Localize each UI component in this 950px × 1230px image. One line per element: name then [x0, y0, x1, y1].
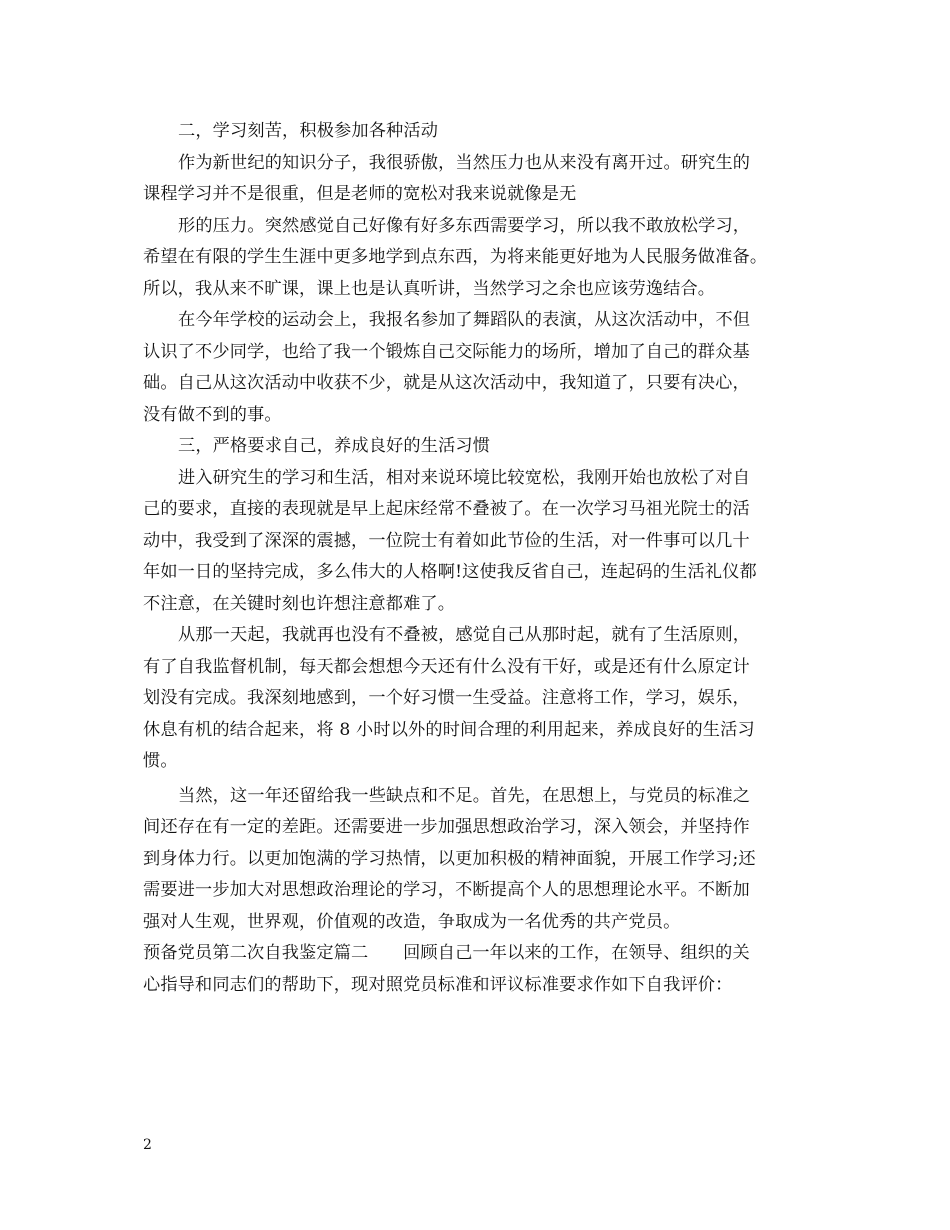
section-heading-2: 二，学习刻苦，积极参加各种活动: [178, 121, 439, 141]
paragraph-line: 从那一天起，我就再也没有不叠被，感觉自己从那时起，就有了生活原则，: [178, 625, 751, 645]
paragraph-line: 当然，这一年还留给我一些缺点和不足。首先，在思想上，与党员的标准之: [178, 785, 751, 806]
paragraph-line: 有了自我监督机制，每天都会想想今天还有什么没有干好，或是还有什么原定计: [143, 656, 750, 677]
article-title-line: 预备党员第二次自我鉴定篇二 回顾自己一年以来的工作，在领导、组织的关: [143, 943, 750, 963]
paragraph-line: 课程学习并不是很重，但是老师的宽松对我来说就像是无: [143, 184, 577, 204]
paragraph-line: 己的要求，直接的表现就是早上起床经常不叠被了。在一次学习马祖光院士的活: [143, 499, 750, 519]
paragraph-line: 希望在有限的学生生涯中更多地学到点东西，为将来能更好地为人民服务做准备。: [143, 247, 768, 267]
paragraph-line: 不注意，在关键时刻也许想注意都难了。: [143, 593, 456, 614]
paragraph-line: 所以，我从来不旷课，课上也是认真听讲，当然学习之余也应该劳逸结合。: [143, 278, 716, 299]
paragraph-line: 没有做不到的事。: [143, 404, 282, 425]
paragraph-line: 形的压力。突然感觉自己好像有好多东西需要学习，所以我不敢放松学习，: [178, 215, 751, 236]
paragraph-line: 惯。: [143, 751, 178, 771]
page-number: 2: [143, 1137, 152, 1153]
paragraph-line: 需要进一步加大对思想政治理论的学习，不断提高个人的思想理论水平。不断加: [143, 880, 750, 900]
section-heading-3: 三，严格要求自己，养成良好的生活习惯: [178, 436, 491, 456]
paragraph-line: 间还存在有一定的差距。还需要进一步加强思想政治学习，深入领会，并坚持作: [143, 817, 750, 837]
paragraph-line: 强对人生观，世界观，价值观的改造，争取成为一名优秀的共产党员。: [143, 911, 681, 932]
paragraph-line: 作为新世纪的知识分子，我很骄傲，当然压力也从来没有离开过。研究生的: [178, 152, 751, 173]
paragraph-line: 休息有机的结合起来，将 8 小时以外的时间合理的利用起来，养成良好的生活习: [143, 719, 755, 740]
paragraph-line: 动中，我受到了深深的震撼，一位院士有着如此节俭的生活，对一件事可以几十: [143, 530, 750, 551]
paragraph-line: 划没有完成。我深刻地感到，一个好习惯一生受益。注意将工作，学习，娱乐，: [143, 688, 750, 708]
paragraph-line: 础。自己从这次活动中收获不少，就是从这次活动中，我知道了，只要有决心，: [143, 373, 750, 393]
paragraph-line: 心指导和同志们的帮助下，现对照党员标准和评议标准要求作如下自我评价：: [143, 974, 733, 995]
paragraph-line: 在今年学校的运动会上，我报名参加了舞蹈队的表演，从这次活动中，不但: [178, 310, 751, 330]
document-body: [143, 116, 813, 1001]
paragraph-line: 进入研究生的学习和生活，相对来说环境比较宽松，我刚开始也放松了对自: [178, 467, 751, 488]
paragraph-line: 到身体力行。以更加饱满的学习热情，以更加积极的精神面貌，开展工作学习;还: [143, 848, 756, 869]
paragraph-line: 认识了不少同学，也给了我一个锻炼自己交际能力的场所，增加了自己的群众基: [143, 341, 750, 362]
paragraph-line: 年如一日的坚持完成，多么伟大的人格啊!这使我反省自己，连起码的生活礼仪都: [143, 562, 757, 582]
